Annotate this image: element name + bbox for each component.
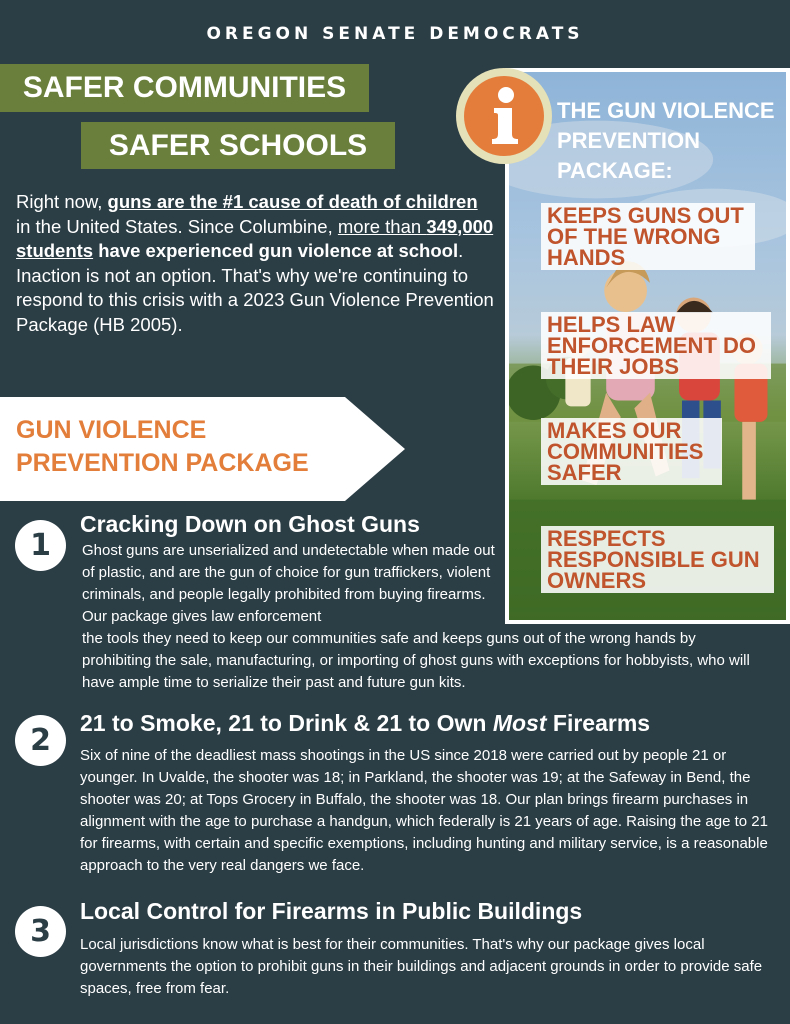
benefit-tag-line: ENFORCEMENT DO — [547, 333, 756, 358]
section-body: Six of nine of the deadliest mass shootings in the US since 2018 were carried out by people 21 or younger. In Uvalde, the shooter was 18; in Parkland, the shooter was 19; at the Safeway in Bend, the shooter was 20; at Tops Grocery in Buffalo, the shooter was 18. Our plan brings firearm purchases in alignment with the age to purchase a handgun, which federally is 21 years of age. Raising the age to 21 for firearms, with certain and specific exemptions, including hunting and military service, is a reasonable approach to the very real dangers we face. — [80, 747, 768, 874]
benefit-tag-line: SAFER — [547, 460, 622, 485]
heading-part: 21 to Smoke, 21 to Drink & 21 to Own — [80, 710, 493, 736]
arrow-title — [16, 414, 346, 480]
intro-emphasis: have experienced gun violence at school — [93, 240, 459, 261]
info-icon — [456, 68, 552, 164]
section-heading — [80, 710, 650, 737]
intro-text: Right now, — [16, 191, 108, 212]
section-number-badge: 1 — [15, 520, 66, 571]
intro-emphasis: guns are the #1 cause of death of children — [107, 191, 478, 212]
package-title-line: PREVENTION — [557, 128, 701, 153]
package-title-line: THE GUN VIOLENCE — [557, 98, 775, 123]
intro-text: in the United States. Since Columbine, — [16, 215, 338, 237]
section-body: Local jurisdictions know what is best for their communities. That's why our package gives local governments the option to prohibit guns in their buildings and adjacent grounds in order to provide safe spaces, free from fear. — [80, 936, 763, 997]
section-heading: Cracking Down on Ghost Guns — [80, 511, 420, 537]
info-i-glyph — [484, 86, 524, 146]
heading-part: Firearms — [546, 710, 651, 736]
section-body: Ghost guns are unserialized and undetectable when made out of plastic, and are the gun of choice for gun traffickers, violent criminals, and people legally prohibited from buying firearms. Our package gives law enforcement — [82, 542, 495, 625]
benefit-tag-line: MAKES OUR — [547, 418, 682, 443]
info-icon-inner — [464, 76, 544, 156]
benefit-tag — [541, 418, 722, 485]
benefit-tag-line: HELPS LAW — [547, 312, 676, 337]
benefit-tag-line: OWNERS — [547, 568, 646, 593]
section-number-badge: 3 — [15, 906, 66, 957]
benefit-tag-line: OF THE WRONG — [547, 224, 721, 249]
heading-italic: Most — [492, 710, 547, 736]
benefit-tag — [541, 312, 771, 379]
banner-safer-communities: SAFER COMMUNITIES — [0, 64, 369, 112]
section-body: the tools they need to keep our communities safe and keeps guns out of the wrong hands by prohibiting the sale, manufacturing, or importing of ghost guns with exceptions for hobbyists, who will have ample time to serialize their past and future gun kits. — [82, 630, 750, 691]
benefit-tag-line: HANDS — [547, 245, 626, 270]
intro-text: more than — [337, 215, 427, 237]
benefit-tag — [541, 203, 755, 270]
arrow-title-line: PREVENTION PACKAGE — [16, 449, 309, 477]
benefit-tag-line: THEIR JOBS — [547, 354, 680, 379]
intro-emphasis: 349,000 students — [16, 215, 494, 261]
banner-safer-schools: SAFER SCHOOLS — [81, 122, 395, 169]
package-title-line: PACKAGE: — [557, 158, 673, 183]
section-heading: Local Control for Firearms in Public Buildings — [80, 898, 583, 924]
benefit-tag — [541, 526, 774, 593]
intro-text: . Inaction is not an option. That's why we're continuing to respond to this crisis with a 2023 Gun Violence Prevention Package (HB 2005). — [16, 240, 494, 335]
benefit-tag-line: RESPECTS — [547, 526, 666, 551]
intro-paragraph — [16, 190, 496, 337]
package-title — [557, 96, 787, 186]
arrow-title-line: GUN VIOLENCE — [16, 416, 207, 444]
benefit-tag-line: KEEPS GUNS OUT — [547, 203, 744, 228]
org-header: OREGON SENATE DEMOCRATS — [206, 24, 584, 44]
section-number-badge: 2 — [15, 715, 66, 766]
benefit-tag-line: RESPONSIBLE GUN — [547, 547, 760, 572]
benefit-tag-line: COMMUNITIES — [547, 439, 704, 464]
